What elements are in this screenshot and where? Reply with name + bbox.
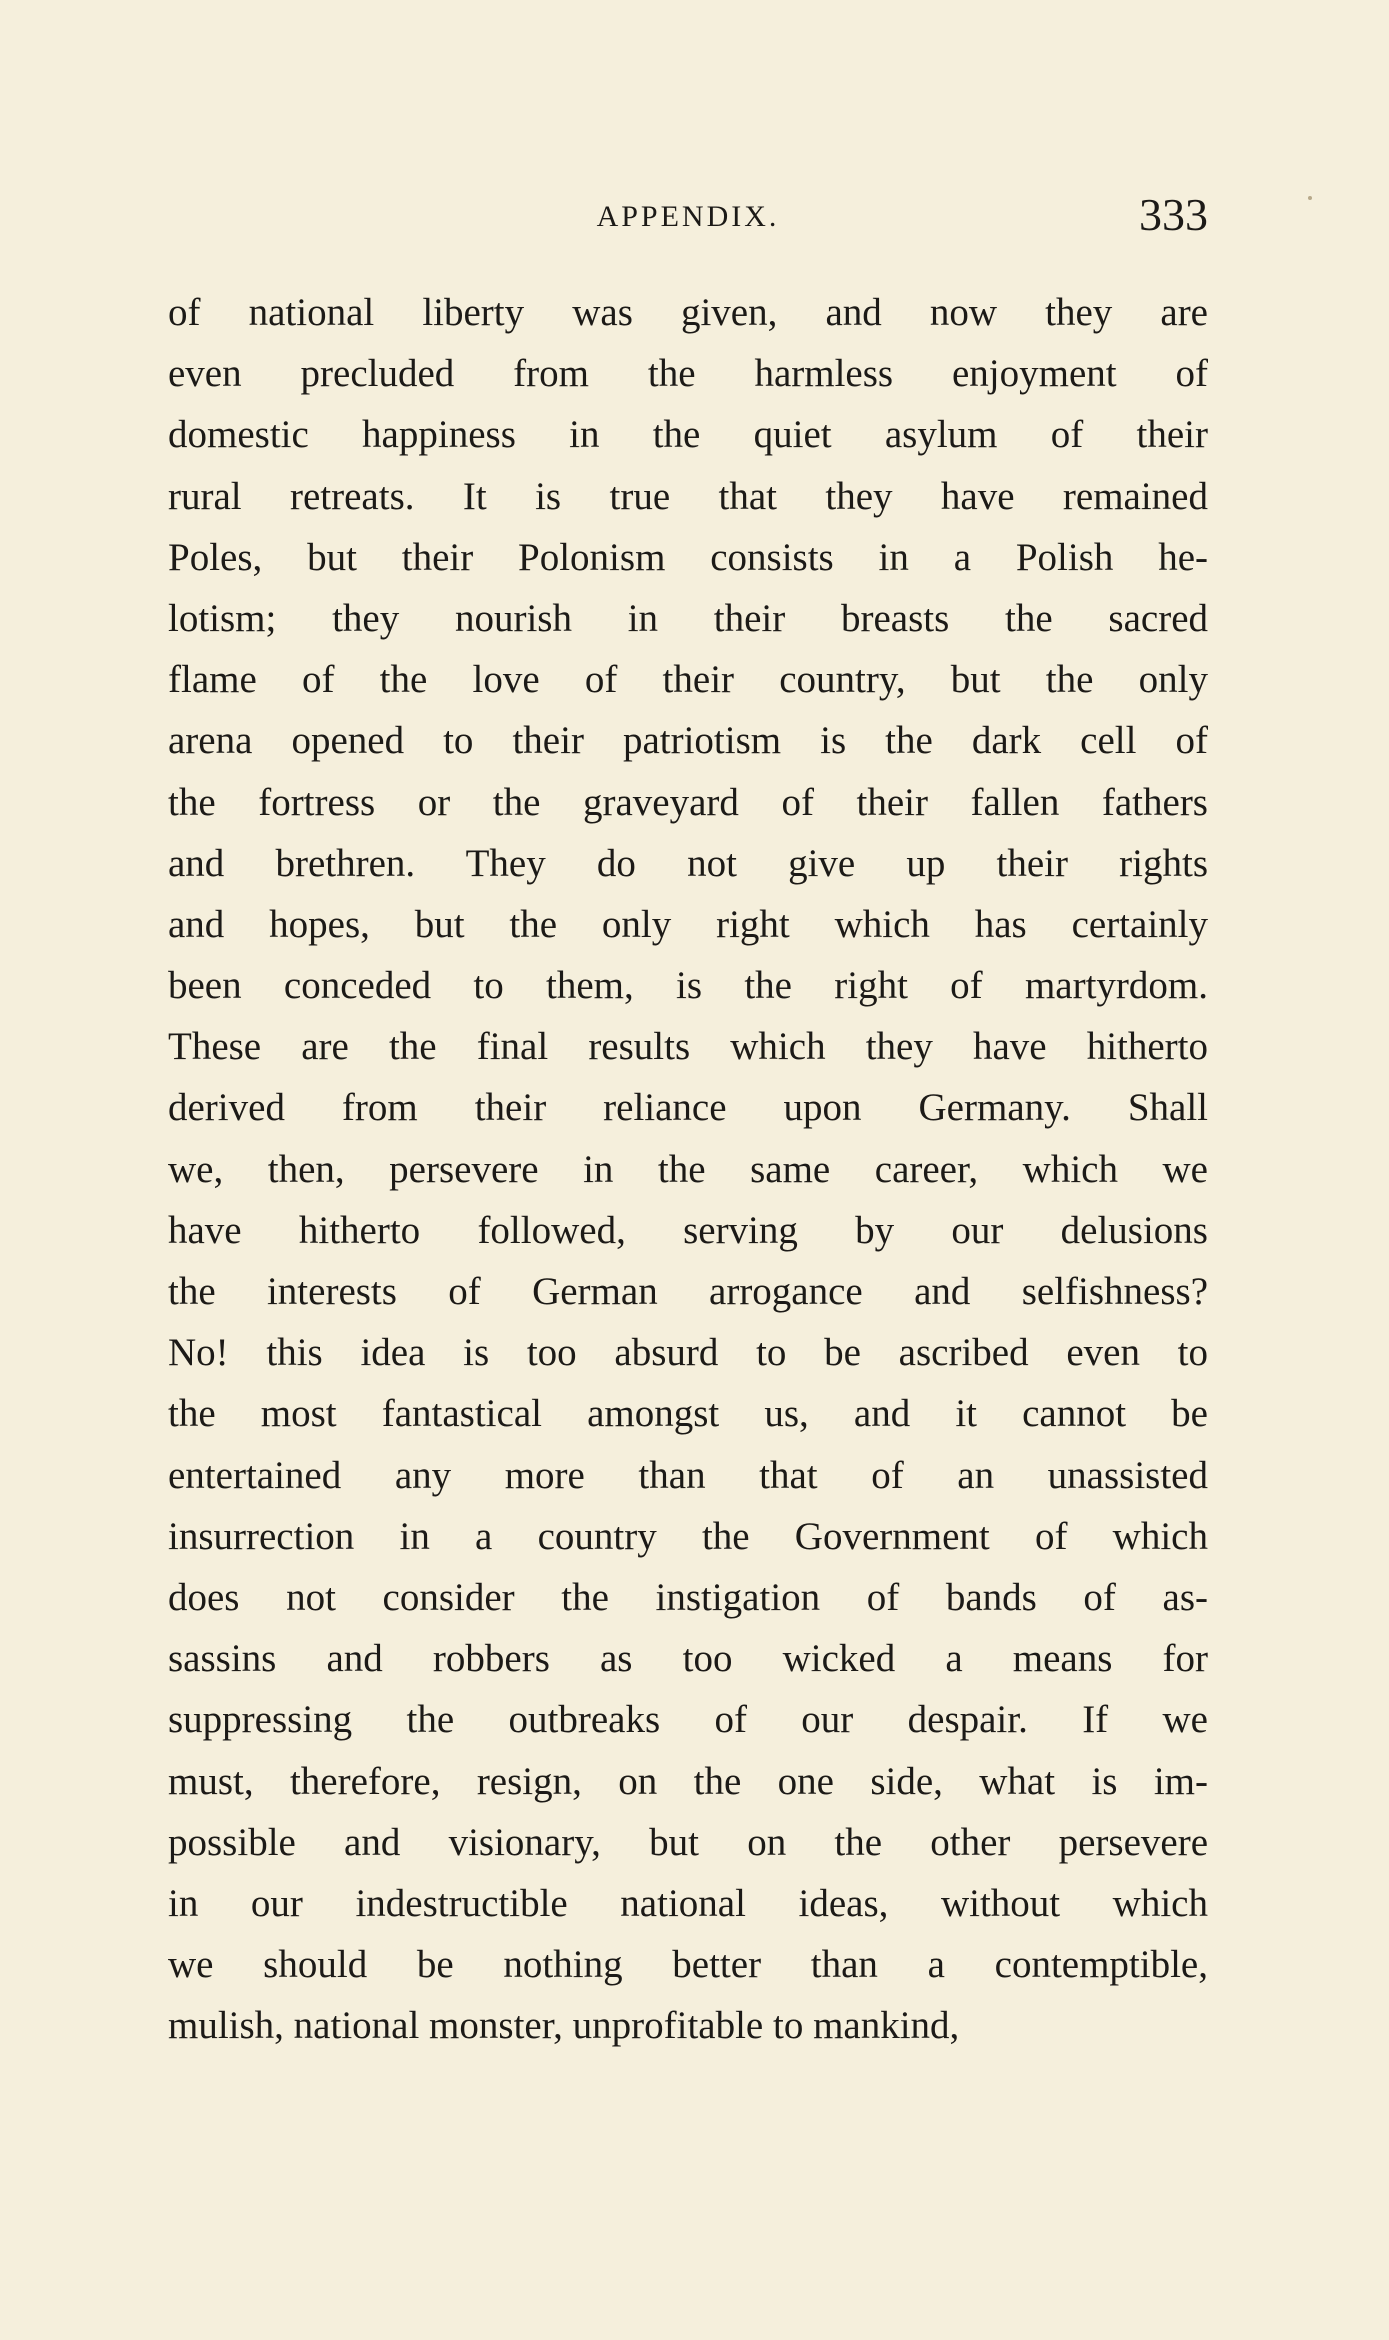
text-line: derived from their reliance upon Germany. Shall	[168, 1086, 1208, 1130]
text-line: insurrection in a country the Government of which	[168, 1514, 1208, 1558]
text-line: domestic happiness in the quiet asylum of their	[168, 413, 1208, 457]
text-line: the most fantastical amongst us, and it cannot be	[168, 1392, 1208, 1436]
text-line: in our indestructible national ideas, without which	[168, 1881, 1208, 1925]
text-line: have hitherto followed, serving by our delusions	[168, 1208, 1208, 1252]
text-line: the fortress or the graveyard of their fallen fathers	[168, 780, 1208, 824]
text-line: and brethren. They do not give up their rights	[168, 841, 1208, 885]
text-line: the interests of German arrogance and selfishness?	[168, 1270, 1208, 1313]
running-head	[168, 188, 1208, 240]
text-line: These are the final results which they have hitherto	[168, 1025, 1208, 1069]
text-line: mulish, national monster, unprofitable to mankind,	[168, 2004, 960, 2048]
text-line: does not consider the instigation of bands of as-	[168, 1575, 1208, 1619]
text-line: and hopes, but the only right which has certainly	[168, 902, 1208, 946]
body-text	[168, 282, 1208, 2056]
running-title: APPENDIX.	[596, 200, 780, 233]
text-line: sassins and robbers as too wicked a means for	[168, 1637, 1208, 1681]
text-line: even precluded from the harmless enjoyment of	[168, 352, 1208, 396]
text-line: arena opened to their patriotism is the dark cell of	[168, 719, 1208, 763]
text-line: suppressing the outbreaks of our despair. If we	[168, 1698, 1208, 1742]
paper-speck	[1308, 196, 1312, 200]
text-line: been conceded to them, is the right of martyrdom.	[168, 964, 1208, 1008]
text-line: we should be nothing better than a contemptible,	[168, 1943, 1208, 1987]
text-line: flame of the love of their country, but the only	[168, 658, 1208, 702]
text-line: lotism; they nourish in their breasts the sacred	[168, 596, 1208, 640]
text-line: Poles, but their Polonism consists in a Polish he-	[168, 535, 1208, 579]
text-line: entertained any more than that of an unassisted	[168, 1453, 1208, 1497]
text-line: possible and visionary, but on the other persevere	[168, 1820, 1208, 1864]
page-number: 333	[1139, 189, 1208, 240]
text-line: we, then, persevere in the same career, which we	[168, 1147, 1208, 1191]
text-line: of national liberty was given, and now they are	[168, 291, 1208, 334]
text-line: No! this idea is too absurd to be ascribed even to	[168, 1331, 1208, 1375]
text-line: rural retreats. It is true that they have remained	[168, 474, 1208, 518]
text-line: must, therefore, resign, on the one side, what is im-	[168, 1759, 1208, 1803]
